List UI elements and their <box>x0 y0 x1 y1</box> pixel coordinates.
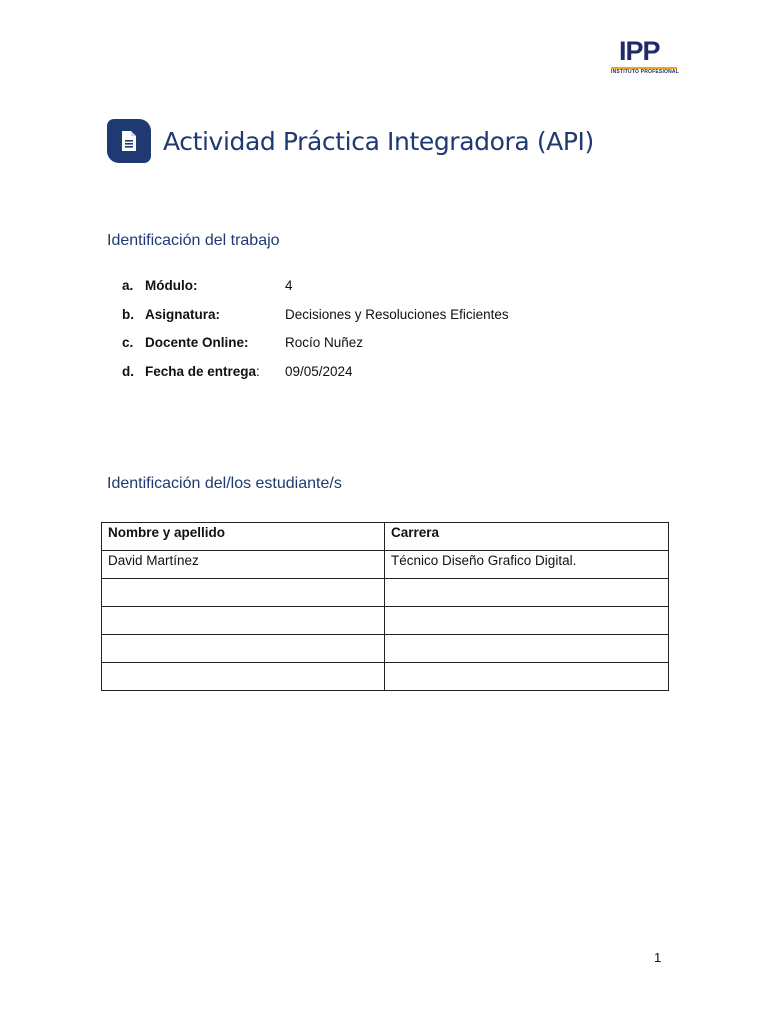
cell-career <box>385 663 669 691</box>
cell-name: David Martínez <box>102 551 385 579</box>
info-value: Decisiones y Resoluciones Eficientes <box>285 306 509 322</box>
logo-text: IPP <box>619 36 660 66</box>
table-row <box>102 579 669 607</box>
page-title: Actividad Práctica Integradora (API) <box>163 126 594 156</box>
cell-career <box>385 607 669 635</box>
work-identification-heading: Identificación del trabajo <box>107 232 280 249</box>
cell-career <box>385 635 669 663</box>
cell-name <box>102 635 385 663</box>
work-info-list <box>122 278 509 392</box>
ipp-logo <box>610 38 680 78</box>
info-letter: d. <box>122 363 134 379</box>
title-block <box>107 119 594 163</box>
header-name: Nombre y apellido <box>102 523 385 551</box>
students-table <box>101 522 669 691</box>
logo-subtitle: INSTITUTO PROFESIONAL <box>611 69 679 75</box>
students-identification-heading: Identificación del/los estudiante/s <box>107 475 342 492</box>
header-career: Carrera <box>385 523 669 551</box>
table-header-row <box>102 523 669 551</box>
page-number: 1 <box>654 950 662 965</box>
document-icon <box>107 119 151 163</box>
cell-name <box>102 663 385 691</box>
info-letter: c. <box>122 335 134 350</box>
info-row-module <box>122 278 509 307</box>
info-value: 09/05/2024 <box>285 363 353 379</box>
table-row <box>102 607 669 635</box>
table-row <box>102 551 669 579</box>
cell-career: Técnico Diseño Grafico Digital. <box>385 551 669 579</box>
info-key: Módulo: <box>145 278 198 293</box>
info-row-due-date <box>122 364 509 393</box>
info-value: Rocío Nuñez <box>285 335 364 350</box>
info-key: Docente Online: <box>145 335 249 350</box>
cell-career <box>385 579 669 607</box>
table-row <box>102 663 669 691</box>
info-key: Asignatura: <box>145 306 221 322</box>
cell-name <box>102 607 385 635</box>
info-letter: b. <box>122 306 134 322</box>
info-row-teacher <box>122 335 509 364</box>
table-row <box>102 635 669 663</box>
info-value: 4 <box>285 278 293 293</box>
cell-name <box>102 579 385 607</box>
info-row-subject <box>122 307 509 336</box>
info-key: Fecha de entrega: <box>145 363 260 379</box>
info-letter: a. <box>122 278 134 293</box>
